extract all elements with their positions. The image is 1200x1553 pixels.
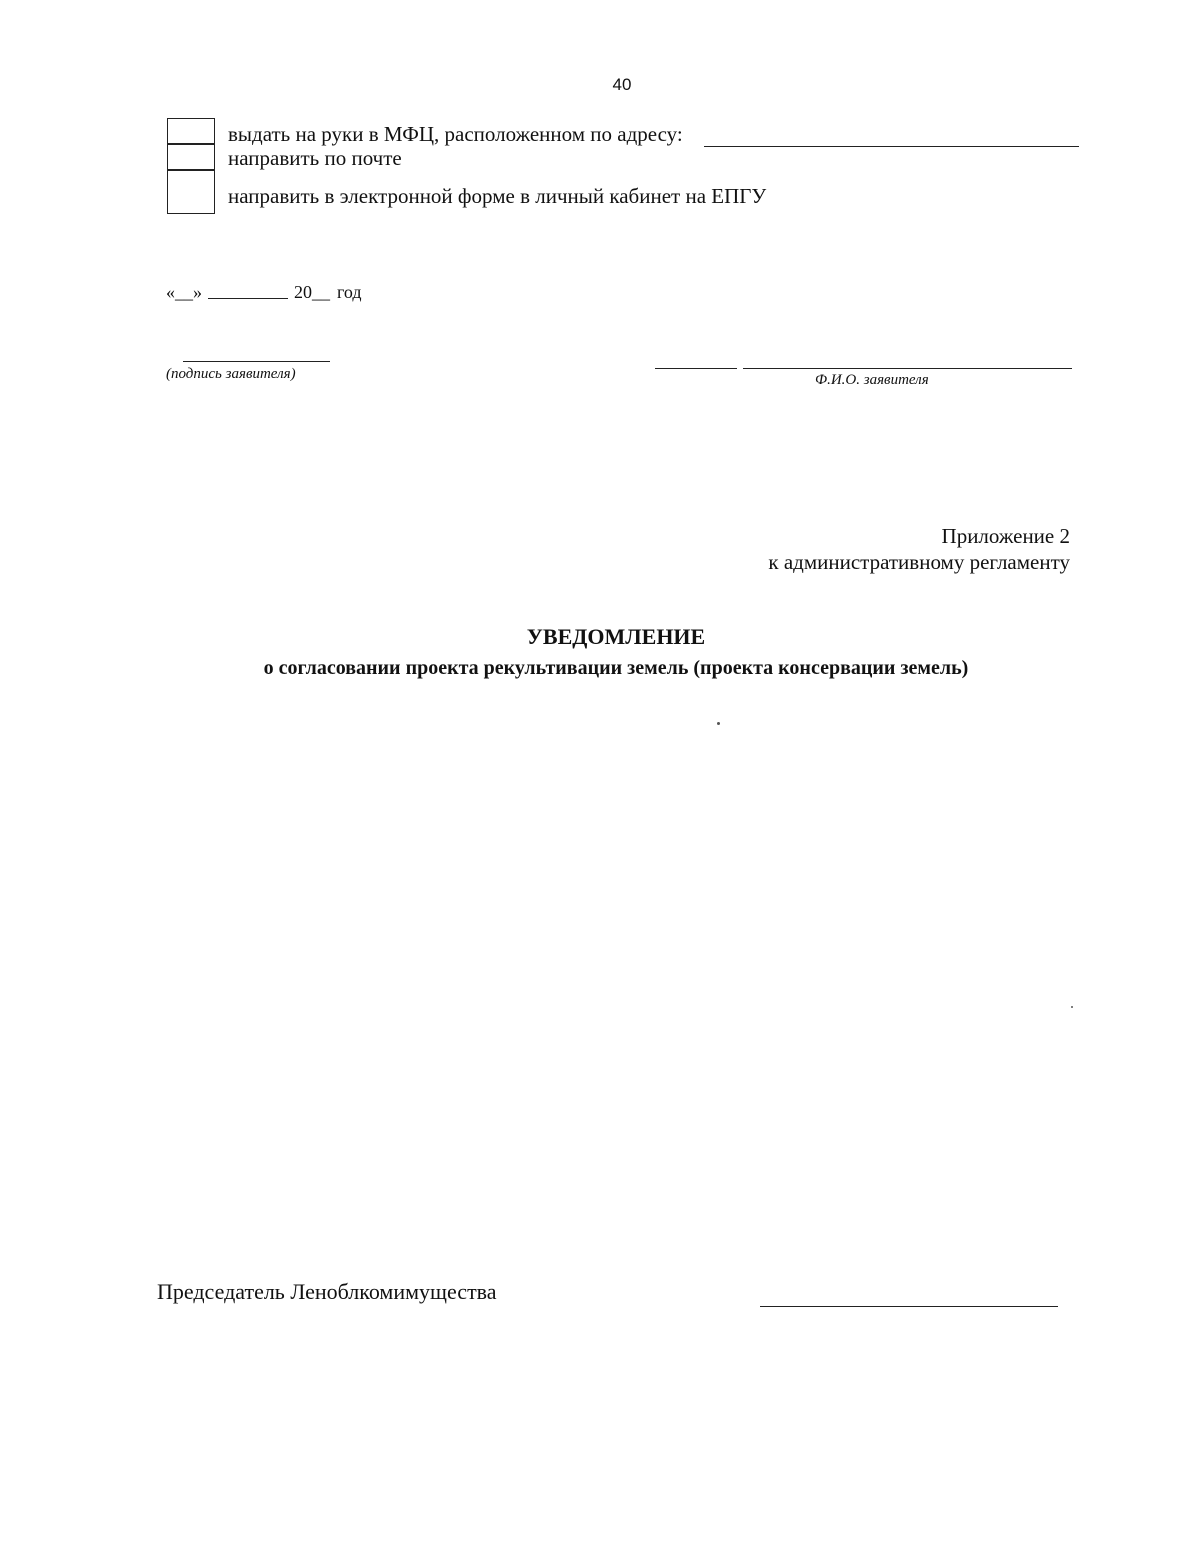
scan-speck (1071, 1006, 1073, 1008)
mfc-address-line[interactable] (704, 146, 1079, 147)
option-epgu-label: направить в электронной форме в личный кабинет на ЕПГУ (228, 184, 767, 208)
annex-line-1: Приложение 2 (941, 524, 1070, 548)
date-day: «__» (166, 282, 202, 302)
chair-label: Председатель Леноблкомимущества (157, 1279, 497, 1304)
annex-line-2: к административному регламенту (768, 550, 1070, 574)
option-post-label: направить по почте (228, 146, 402, 170)
option-mfc-label: выдать на руки в МФЦ, расположенном по адресу: (228, 122, 683, 146)
checkbox-post[interactable] (167, 144, 215, 170)
checkbox-mfc[interactable] (167, 118, 215, 144)
checkbox-epgu[interactable] (167, 170, 215, 214)
page-number: 40 (612, 75, 632, 94)
date-year-suffix: год (337, 282, 362, 302)
scan-speck (717, 722, 720, 725)
date-month-line[interactable] (208, 298, 288, 299)
applicant-name-caption: Ф.И.О. заявителя (815, 372, 929, 388)
chair-signature-line[interactable] (760, 1306, 1058, 1307)
applicant-name-line-short[interactable] (655, 368, 737, 369)
applicant-signature-caption: (подпись заявителя) (166, 366, 296, 382)
notice-title: УВЕДОМЛЕНИЕ (526, 624, 706, 649)
applicant-name-line[interactable] (743, 368, 1072, 369)
applicant-signature-line[interactable] (183, 361, 330, 362)
date-year-prefix: 20__ (294, 282, 330, 302)
notice-subtitle: о согласовании проекта рекультивации земель (проекта консервации земель) (263, 657, 969, 679)
